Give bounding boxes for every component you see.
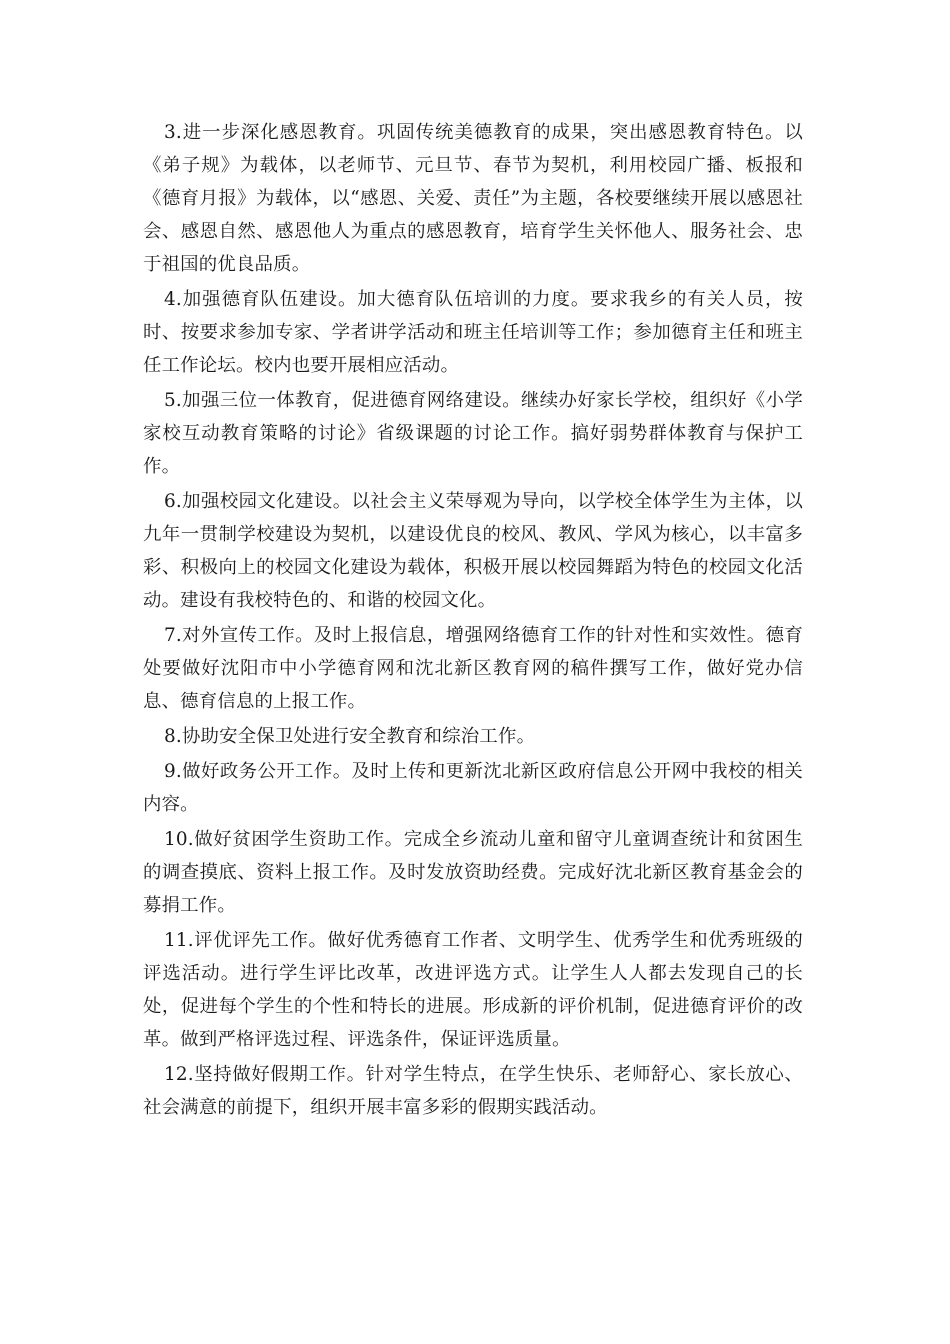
paragraph-item-6: 6.加强校园文化建设。以社会主义荣辱观为导向，以学校全体学生为主体，以九年一贯制学校建设为契机，以建设优良的校风、教风、学风为核心，以丰富多彩、积极向上的校园文化建设为载体，积极开展以校园舞蹈为特色的校园文化活动。建设有我校特色的、和谐的校园文化。: [143, 491, 803, 611]
paragraph-item-4: 4.加强德育队伍建设。加大德育队伍培训的力度。要求我乡的有关人员，按时、按要求参加专家、学者讲学活动和班主任培训等工作；参加德育主任和班主任工作论坛。校内也要开展相应活动。: [143, 289, 803, 376]
paragraph-item-3: 3.进一步深化感恩教育。巩固传统美德教育的成果，突出感恩教育特色。以《弟子规》为载体，以老师节、元旦节、春节为契机，利用校园广播、板报和《德育月报》为载体，以“感恩、关爱、责任”为主题，各校要继续开展以感恩社会、感恩自然、感恩他人为重点的感恩教育，培育学生关怀他人、服务社会、忠于祖国的优良品质。: [143, 122, 803, 275]
document-body: [143, 116, 803, 1126]
paragraph-item-12: 12.坚持做好假期工作。针对学生特点，在学生快乐、老师舒心、家长放心、社会满意的前提下，组织开展丰富多彩的假期实践活动。: [143, 1064, 803, 1118]
paragraph-item-5: 5.加强三位一体教育，促进德育网络建设。继续办好家长学校，组织好《小学家校互动教育策略的讨论》省级课题的讨论工作。搞好弱势群体教育与保护工作。: [143, 390, 803, 477]
paragraph-item-8: 8.协助安全保卫处进行安全教育和综治工作。: [164, 726, 536, 747]
paragraph-item-9: 9.做好政务公开工作。及时上传和更新沈北新区政府信息公开网中我校的相关内容。: [143, 761, 803, 815]
paragraph-item-7: 7.对外宣传工作。及时上报信息，增强网络德育工作的针对性和实效性。德育处要做好沈阳市中小学德育网和沈北新区教育网的稿件撰写工作，做好党办信息、德育信息的上报工作。: [143, 625, 803, 712]
paragraph-item-11: 11.评优评先工作。做好优秀德育工作者、文明学生、优秀学生和优秀班级的评选活动。进行学生评比改革，改进评选方式。让学生人人都去发现自己的长处，促进每个学生的个性和特长的进展。形成新的评价机制，促进德育评价的改革。做到严格评选过程、评选条件，保证评选质量。: [143, 930, 803, 1050]
paragraph-item-10: 10.做好贫困学生资助工作。完成全乡流动儿童和留守儿童调查统计和贫困生的调查摸底、资料上报工作。及时发放资助经费。完成好沈北新区教育基金会的募捐工作。: [143, 829, 803, 916]
